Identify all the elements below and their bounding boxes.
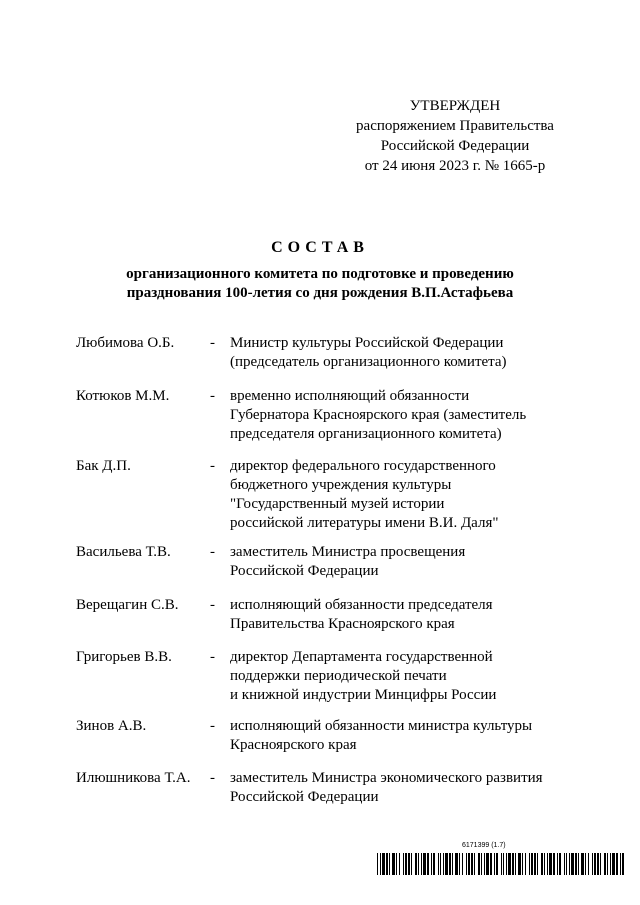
barcode-bar	[438, 853, 439, 875]
role-line: председателя организационного комитета)	[230, 426, 502, 442]
barcode-bar	[403, 853, 404, 875]
barcode-bar	[471, 853, 473, 875]
barcode-bar	[506, 853, 507, 875]
member-name: Верещагин С.В.	[76, 597, 179, 613]
barcode-bar	[571, 853, 574, 875]
barcode-bar	[537, 853, 538, 875]
barcode-bar	[421, 853, 422, 875]
document-title: СОСТАВ	[271, 239, 369, 256]
barcode-bar	[440, 853, 441, 875]
role-line: российской литературы имени В.И. Даля"	[230, 515, 499, 531]
role-line: Министр культуры Российской Федерации	[230, 335, 504, 351]
barcode-bar	[427, 853, 429, 875]
barcode-bar	[508, 853, 511, 875]
member-name: Любимова О.Б.	[76, 335, 175, 351]
barcode-bar	[386, 853, 388, 875]
barcode-bar	[466, 853, 467, 875]
approval-line: распоряжением Правительства	[356, 118, 554, 134]
barcode-bar	[377, 853, 378, 875]
role-line: директор Департамента государственной	[230, 649, 493, 665]
barcode-bar	[553, 853, 555, 875]
barcode-bar	[501, 853, 502, 875]
barcode-bar	[588, 853, 589, 875]
barcode-bar	[534, 853, 536, 875]
barcode-bar	[484, 853, 485, 875]
barcode-bar	[607, 853, 608, 875]
member-dash: -	[210, 335, 215, 351]
barcode-bar	[600, 853, 601, 875]
barcode-bar	[544, 853, 545, 875]
member-dash: -	[210, 458, 215, 474]
barcode-bar	[525, 853, 526, 875]
role-line: "Государственный музей истории	[230, 496, 445, 512]
barcode-bar	[455, 853, 458, 875]
barcode-graphic	[376, 853, 626, 875]
member-role	[230, 596, 570, 634]
barcode-bar	[557, 853, 558, 875]
member-name: Бак Д.П.	[76, 458, 131, 474]
member-dash: -	[210, 649, 215, 665]
barcode-bar	[408, 853, 410, 875]
barcode-bar	[597, 853, 599, 875]
barcode-bar	[578, 853, 579, 875]
role-line: заместитель Министра экономического развития	[230, 770, 543, 786]
barcode-bar	[547, 853, 548, 875]
barcode-bar	[541, 853, 543, 875]
barcode-bar	[592, 853, 593, 875]
role-line: Губернатора Красноярского края (заместитель	[230, 407, 527, 423]
barcode-bar	[423, 853, 426, 875]
barcode-bar	[389, 853, 390, 875]
barcode-bar	[392, 853, 395, 875]
barcode-bar	[604, 853, 606, 875]
barcode-bar	[462, 853, 463, 875]
member-role	[230, 717, 570, 755]
member-role	[230, 334, 570, 372]
barcode-number: 6171399 (1.7)	[462, 842, 506, 849]
role-line: исполняющий обязанности министра культуры	[230, 718, 533, 734]
barcode-bar	[431, 853, 432, 875]
role-line: директор федерального государственного	[230, 458, 496, 474]
member-name: Илюшникова Т.А.	[76, 770, 191, 786]
role-line: Правительства Красноярского края	[230, 616, 455, 632]
barcode-bar	[512, 853, 514, 875]
barcode-bar	[494, 853, 495, 875]
role-line: поддержки периодической печати	[230, 668, 447, 684]
member-name: Зинов А.В.	[76, 718, 147, 734]
barcode-bar	[418, 853, 419, 875]
member-dash: -	[210, 597, 215, 613]
member-role	[230, 769, 570, 807]
barcode-bar	[481, 853, 482, 875]
barcode-bar	[564, 853, 565, 875]
barcode-bar	[443, 853, 444, 875]
barcode-bar	[616, 853, 618, 875]
member-dash: -	[210, 718, 215, 734]
barcode-bar	[585, 853, 586, 875]
role-line: бюджетного учреждения культуры	[230, 477, 452, 493]
member-role	[230, 543, 570, 581]
barcode-bar	[380, 853, 381, 875]
barcode-bar	[549, 853, 552, 875]
barcode-bar	[569, 853, 570, 875]
role-line: Российской Федерации	[230, 789, 379, 805]
barcode-bar	[496, 853, 498, 875]
barcode-bar	[566, 853, 567, 875]
subtitle-line: празднования 100-летия со дня рождения В.П.Астафьева	[126, 285, 514, 301]
barcode-bar	[522, 853, 523, 875]
subtitle-line: организационного комитета по подготовке и проведению	[126, 266, 514, 282]
barcode-bar	[515, 853, 516, 875]
barcode-bar	[396, 853, 397, 875]
role-line: временно исполняющий обязанности	[230, 388, 470, 404]
barcode-bar	[610, 853, 611, 875]
barcode-bar	[518, 853, 521, 875]
member-dash: -	[210, 770, 215, 786]
member-name: Григорьев В.В.	[76, 649, 172, 665]
barcode-bar	[452, 853, 453, 875]
approval-line: от 24 июня 2023 г. № 1665-р	[364, 158, 546, 174]
barcode-bar	[449, 853, 451, 875]
role-line: (председатель организационного комитета)	[230, 354, 507, 370]
approval-line: УТВЕРЖДЕН	[409, 98, 501, 114]
barcode-bar	[474, 853, 475, 875]
barcode-bar	[575, 853, 577, 875]
member-dash: -	[210, 388, 215, 404]
barcode-bar	[581, 853, 584, 875]
barcode-bar	[468, 853, 470, 875]
barcode-block	[376, 842, 626, 882]
member-name: Васильева Т.В.	[76, 544, 171, 560]
member-dash: -	[210, 544, 215, 560]
role-line: и книжной индустрии Минцифры России	[230, 687, 497, 703]
member-role	[230, 457, 570, 533]
barcode-bar	[612, 853, 615, 875]
role-line: исполняющий обязанности председателя	[230, 597, 493, 613]
barcode-bar	[399, 853, 400, 875]
barcode-bar	[382, 853, 385, 875]
barcode-bar	[478, 853, 480, 875]
role-line: Красноярского края	[230, 737, 357, 753]
barcode-bar	[622, 853, 624, 875]
role-line: Российской Федерации	[230, 563, 379, 579]
barcode-bar	[620, 853, 621, 875]
barcode-bar	[503, 853, 504, 875]
role-line: заместитель Министра просвещения	[230, 544, 466, 560]
member-role	[230, 648, 570, 705]
barcode-bar	[459, 853, 460, 875]
barcode-bar	[531, 853, 533, 875]
barcode-bar	[594, 853, 596, 875]
barcode-bar	[529, 853, 530, 875]
barcode-bar	[411, 853, 412, 875]
barcode-bar	[559, 853, 561, 875]
member-name: Котюков М.М.	[76, 388, 170, 404]
barcode-bar	[445, 853, 448, 875]
barcode-bar	[490, 853, 492, 875]
barcode-bar	[405, 853, 407, 875]
member-role	[230, 387, 570, 444]
barcode-bar	[433, 853, 435, 875]
barcode-bar	[415, 853, 417, 875]
barcode-bar	[486, 853, 489, 875]
approval-line: Российской Федерации	[380, 138, 530, 154]
